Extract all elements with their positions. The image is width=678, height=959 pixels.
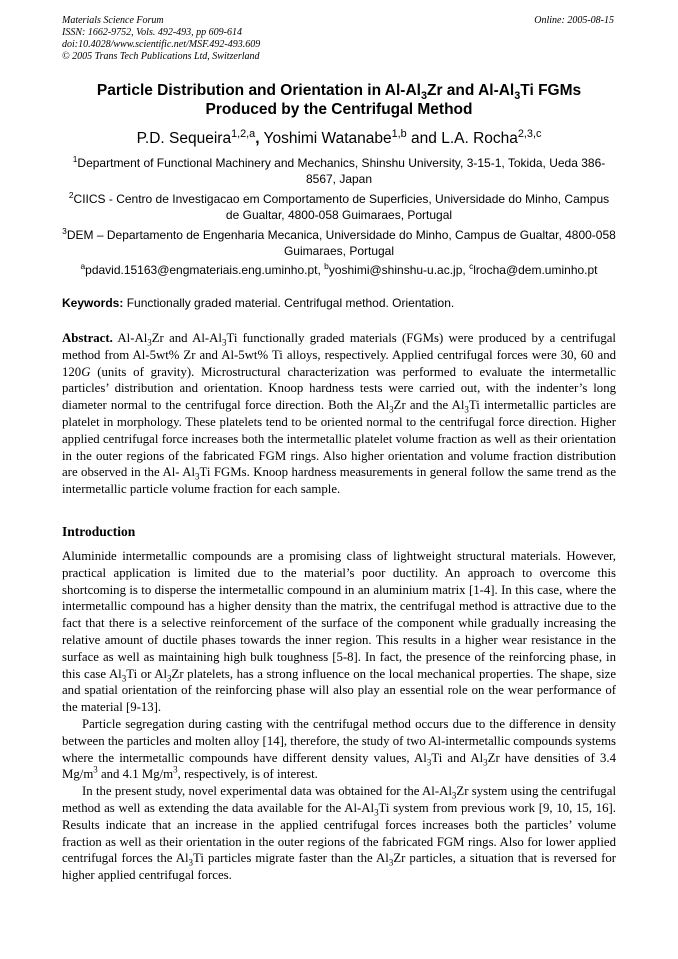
author-3: L.A. Rocha xyxy=(441,130,518,147)
subscript: 3 xyxy=(426,757,432,768)
affiliation-text: Department of Functional Machinery and Mechanics, Shinshu University, 3-15-1, Tokida, Ueda 386-8567, Japan xyxy=(77,156,606,186)
affiliation-text: CIICS - Centro de Investigacao em Comportamento de Superficies, Universidade do Minho, Campus de Gualtar, 4800-058 Guimaraes, Portugal xyxy=(73,192,610,222)
author-2: Yoshimi Watanabe xyxy=(259,130,392,147)
subscript: 3 xyxy=(167,673,172,684)
title-text: Ti FGMs xyxy=(520,82,582,99)
abstract-text: Ti functionally graded materials (FGMs) were produced by a centrifugal method from Al-5wt% Zr and Al-5wt% Ti alloys, respectively. Applied centrifugal forces were 30, 60 and 120 xyxy=(62,331,616,379)
email-marker: a xyxy=(80,261,86,271)
affiliation-3 xyxy=(62,228,616,259)
email-marker: b xyxy=(324,261,329,271)
author-2-affil: 1,b xyxy=(391,127,407,140)
abstract-text: Ti intermetallic particles are platelet in morphology. These platelets tend to be oriented normal to the centrifugal force direction. Higher applied centrifugal force increases both the intermetallic platelet volume fraction as well as their orientation in the outer regions of the fabricated FGM rings. Also higher orientation and volume fraction distribution are observed in the Al- Al xyxy=(62,398,616,480)
subscript: 3 xyxy=(388,857,394,868)
email-a[interactable]: pdavid.15163@engmateriais.eng.uminho.pt, xyxy=(85,263,325,277)
copyright: © 2005 Trans Tech Publications Ltd, Switzerland xyxy=(62,51,260,62)
affiliation-number: 3 xyxy=(62,226,67,236)
abstract-text: Ti FGMs. Knoop hardness measurements in general follow the same trend as the intermetallic particle volume fraction for each sample. xyxy=(62,465,616,497)
title-line-2: Produced by the Centrifugal Method xyxy=(205,101,473,118)
affiliation-1 xyxy=(62,156,616,187)
paragraph-text: In the present study, novel experimental data was obtained for the Al-Al xyxy=(82,784,452,799)
paragraph-text: Particle segregation during casting with the centrifugal method occurs due to the difference in density between the particles and molten alloy [14], therefore, the study of two Al-intermetallic compounds systems where the intermetallic compounds have different density values, Al xyxy=(62,716,616,765)
email-list xyxy=(62,263,616,278)
paragraph-text: Zr have densities of 3.4 Mg/m xyxy=(62,750,616,782)
title-subscript: 3 xyxy=(420,90,427,103)
section-heading-introduction: Introduction xyxy=(62,524,136,539)
subscript: 3 xyxy=(121,673,127,684)
paragraph-text: Ti and Al xyxy=(431,750,484,765)
paragraph-text: Zr platelets, has a strong influence on the local mechanical properties. The shape, size and spatial orientation of the reinforcing phase will also play an essential role on the wear performance of the material [9-13]. xyxy=(62,666,617,715)
abstract-text: (units of gravity). Microstructural characterization was performed to evaluate the intermetallic particles’ distribution and orientation. Knoop hardness tests were carried out, with the indenter’s long diameter normal to the centrifugal force direction. Both the Al xyxy=(62,364,616,413)
journal-name: Materials Science Forum xyxy=(62,15,164,26)
paragraph-text: Aluminide intermetallic compounds are a promising class of lightweight structural materials. However, practical application is limited due to the material’s poor ductility. An approach to overcome this shortcoming is to disperse the intermetallic compound in an aluminium matrix [1-4]. In this case, where the intermetallic compound has a higher density than the matrix, the centrifugal method is attractive due to the fact that there is a selective reinforcement of the surface of the component while gradually increasing the relative amount of ductile phases towards the inner region. This results in a higher wear resistance in the surface as well as maintaining high bulk toughness [5-8]. In fact, the presence of the reinforcing phase, in this case Al xyxy=(62,549,616,681)
intro-paragraph-2 xyxy=(62,716,616,783)
title-text: Zr and Al-Al xyxy=(426,82,515,99)
email-marker: c xyxy=(469,261,474,271)
author-3-affil: 2,3,c xyxy=(517,127,542,140)
title-subscript: 3 xyxy=(514,90,521,103)
superscript: 3 xyxy=(173,765,178,776)
abstract-label: Abstract. xyxy=(62,331,113,345)
subscript: 3 xyxy=(195,471,200,482)
paragraph-text: Zr system using the centrifugal method as well as extending the data available for the Al-Al xyxy=(62,784,616,815)
online-date: Online: 2005-08-15 xyxy=(534,15,614,26)
keywords-label: Keywords: xyxy=(62,296,124,310)
doi: doi:10.4028/www.scientific.net/MSF.492-493.609 xyxy=(62,39,261,50)
author-separator: and xyxy=(406,130,442,147)
subscript: 3 xyxy=(188,857,194,868)
intro-paragraph-1 xyxy=(62,548,616,716)
paragraph-text: Zr particles, a situation that is reversed for higher applied centrifugal forces. xyxy=(62,851,616,883)
keywords xyxy=(62,296,616,311)
affiliation-2 xyxy=(62,192,616,223)
subscript: 3 xyxy=(464,404,469,415)
email-c[interactable]: lrocha@dem.uminho.pt xyxy=(473,263,598,277)
issn: ISSN: 1662-9752, Vols. 492-493, pp 609-614 xyxy=(62,27,242,38)
paragraph-text: Ti system from previous work [9, 10, 15, 16]. Results indicate that an increase in the applied centrifugal forces increases both the particles’ volume fraction as well as their orientation in the outer regions of the fabricated FGM rings. Also for lower applied centrifugal forces the Al xyxy=(62,800,616,866)
introduction-body xyxy=(62,548,616,884)
author-1-affil: 1,2,a xyxy=(231,127,256,140)
gravity-unit: G xyxy=(81,364,91,379)
author-separator: , xyxy=(255,130,260,147)
subscript: 3 xyxy=(374,807,379,818)
subscript: 3 xyxy=(147,337,152,348)
paragraph-text: Ti particles migrate faster than the Al xyxy=(193,851,389,866)
subscript: 3 xyxy=(221,337,227,348)
paper-title xyxy=(62,81,616,119)
paragraph-text: , respectively, is of interest. xyxy=(177,767,318,782)
subscript: 3 xyxy=(389,404,394,415)
title-text: Particle Distribution and Orientation in Al-Al xyxy=(96,82,421,99)
superscript: 3 xyxy=(93,765,98,776)
keywords-text: Functionally graded material. Centrifugal method. Orientation. xyxy=(123,296,455,310)
paragraph-text: Ti or Al xyxy=(126,666,168,681)
affiliation-text: DEM – Departamento de Engenharia Mecanica, Universidade do Minho, Campus de Gualtar, 4800-058 Guimaraes, Portugal xyxy=(66,228,616,258)
journal-header xyxy=(62,15,260,63)
subscript: 3 xyxy=(451,790,457,801)
abstract-text: Zr and Al-Al xyxy=(151,331,222,345)
author-1: P.D. Sequeira xyxy=(136,130,232,147)
subscript: 3 xyxy=(483,757,488,768)
abstract xyxy=(62,330,616,498)
email-b[interactable]: yoshimi@shinshu-u.ac.jp, xyxy=(328,263,470,277)
author-list xyxy=(62,129,616,149)
abstract-text: Al-Al xyxy=(112,331,148,345)
affiliation-number: 2 xyxy=(68,190,74,200)
affiliation-number: 1 xyxy=(72,154,78,164)
abstract-text: Zr and the Al xyxy=(393,398,465,413)
paragraph-text: and 4.1 Mg/m xyxy=(97,767,174,782)
intro-paragraph-3 xyxy=(62,783,616,884)
